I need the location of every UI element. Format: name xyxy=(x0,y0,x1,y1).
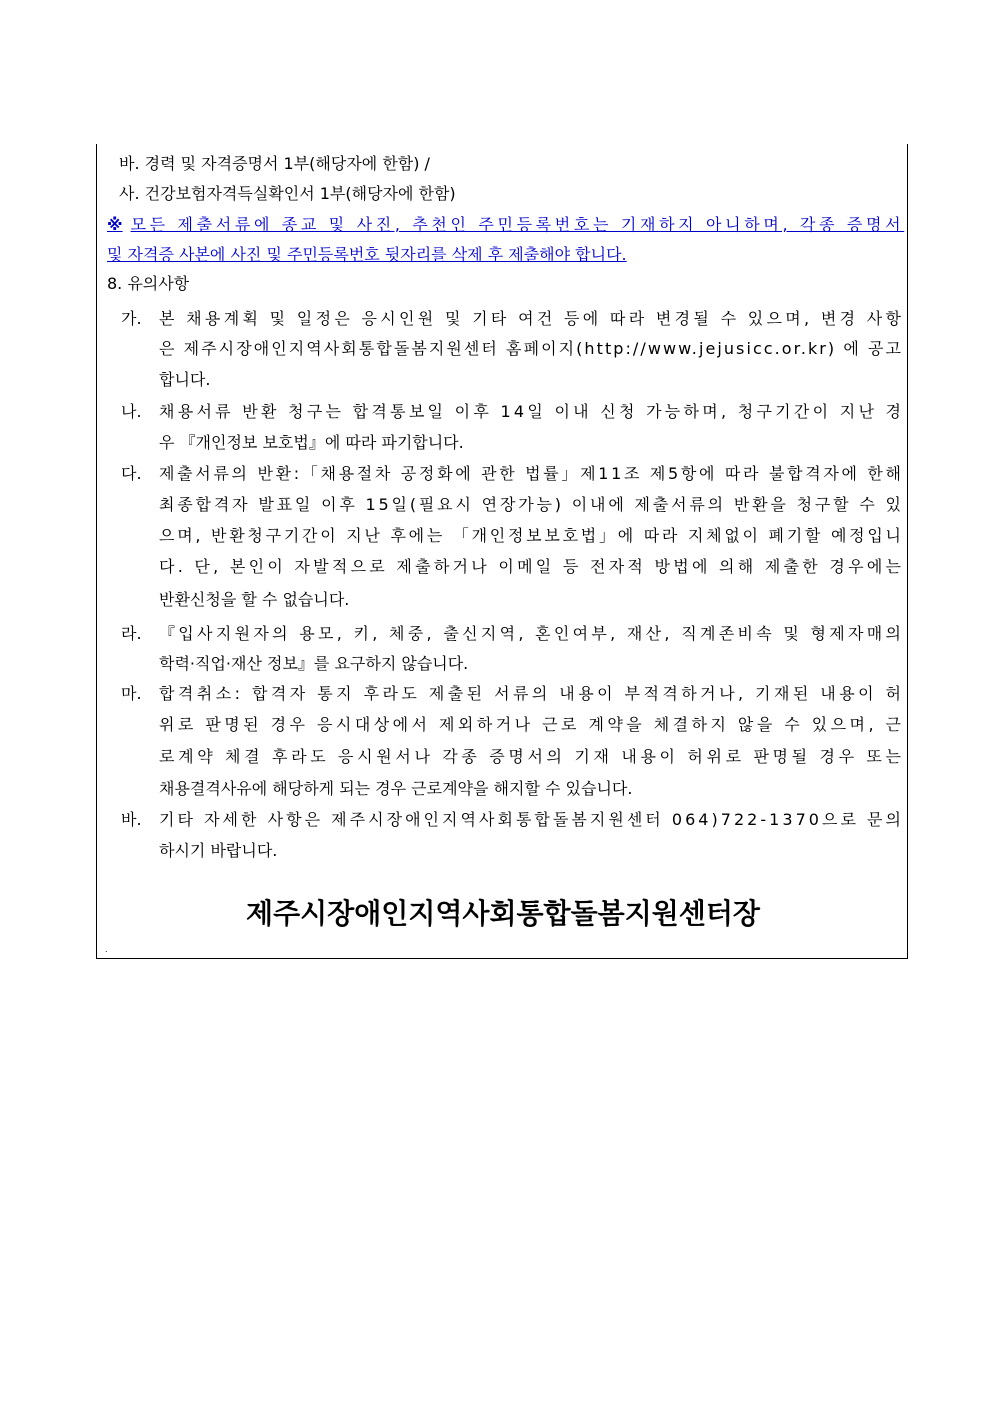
item-label-na: 나. xyxy=(121,402,142,421)
item-da-line-5: 반환신청을 할 수 없습니다. xyxy=(159,590,350,609)
item-sa-insurance: 사. 건강보험자격득실확인서 1부(해당자에 한함) xyxy=(119,184,456,203)
item-label-ra: 라. xyxy=(121,624,142,643)
item-ga-line-3: 합니다. xyxy=(159,370,211,389)
item-label-ma: 마. xyxy=(121,684,142,703)
item-ba-career: 바. 경력 및 자격증명서 1부(해당자에 한함) / xyxy=(119,154,430,173)
item-ba-line-2: 하시기 바랍니다. xyxy=(159,841,278,860)
item-ma-line-4: 채용결격사유에 해당하게 되는 경우 근로계약을 해지할 수 있습니다. xyxy=(159,779,633,798)
item-ra-line-1: 『입사지원자의 용모, 키, 체중, 출신지역, 혼인여부, 재산, 직계존비속 및 형제자매의 xyxy=(159,624,905,643)
item-ma-line-2: 위로 판명된 경우 응시대상에서 제외하거나 근로 계약을 체결하지 않을 수 있으며, 근 xyxy=(159,715,905,734)
notice-box xyxy=(96,144,908,959)
notice-line-1 xyxy=(107,215,905,235)
reference-mark: ※ xyxy=(107,215,123,234)
item-ga-line-1: 본 채용계획 및 일정은 응시인원 및 기타 여건 등에 따라 변경될 수 있으며, 변경 사항 xyxy=(159,309,905,328)
item-da-line-1: 제출서류의 반환:「채용절차 공정화에 관한 법률」제11조 제5항에 따라 불합격자에 한해 xyxy=(159,464,904,483)
item-da-line-4: 다. 단, 본인이 자발적으로 제출하거나 이메일 등 전자적 방법에 의해 제출한 경우에는 xyxy=(159,557,905,576)
notice-line-2: 및 자격증 사본에 사진 및 주민등록번호 뒷자리를 삭제 후 제출해야 합니다. xyxy=(107,245,627,264)
item-ga-line-2: 은 제주시장애인지역사회통합돌봄지원센터 홈페이지(http://www.jejusicc.or.kr) 에 공고 xyxy=(159,339,904,358)
item-ba-line-1: 기타 자세한 사항은 제주시장애인지역사회통합돌봄지원센터 064)722-1370으로 문의 xyxy=(159,810,905,829)
item-label-da: 다. xyxy=(121,464,142,483)
item-na-line-1: 채용서류 반환 청구는 합격통보일 이후 14일 이내 신청 가능하며, 청구기간이 지난 경 xyxy=(159,402,905,421)
section-8-heading: 8. 유의사항 xyxy=(107,274,190,293)
item-ma-line-1: 합격취소: 합격자 통지 후라도 제출된 서류의 내용이 부적격하거나, 기재된 내용이 허 xyxy=(159,684,905,703)
notice-text-1: 모든 제출서류에 종교 및 사진, 추천인 주민등록번호는 기재하지 아니하며, 각종 증명서 xyxy=(130,215,905,234)
item-ra-line-2: 학력·직업·재산 정보』를 요구하지 않습니다. xyxy=(159,654,469,673)
item-da-line-2: 최종합격자 발표일 이후 15일(필요시 연장가능) 이내에 제출서류의 반환을 청구할 수 있 xyxy=(159,495,904,514)
item-label-ba: 바. xyxy=(121,810,142,829)
item-na-line-2: 우 『개인정보 보호법』에 따라 파기합니다. xyxy=(159,433,464,452)
item-da-line-3: 으며, 반환청구기간이 지난 후에는 「개인정보보호법」에 따라 지체없이 폐기할 예정입니 xyxy=(159,526,904,545)
item-ma-line-3: 로계약 체결 후라도 응시원서나 각종 증명서의 기재 내용이 허위로 판명될 경우 또는 xyxy=(159,747,905,766)
footnote-dot: . xyxy=(105,945,108,954)
signature-title: 제주시장애인지역사회통합돌봄지원센터장 xyxy=(246,897,760,930)
item-label-ga: 가. xyxy=(121,309,142,328)
